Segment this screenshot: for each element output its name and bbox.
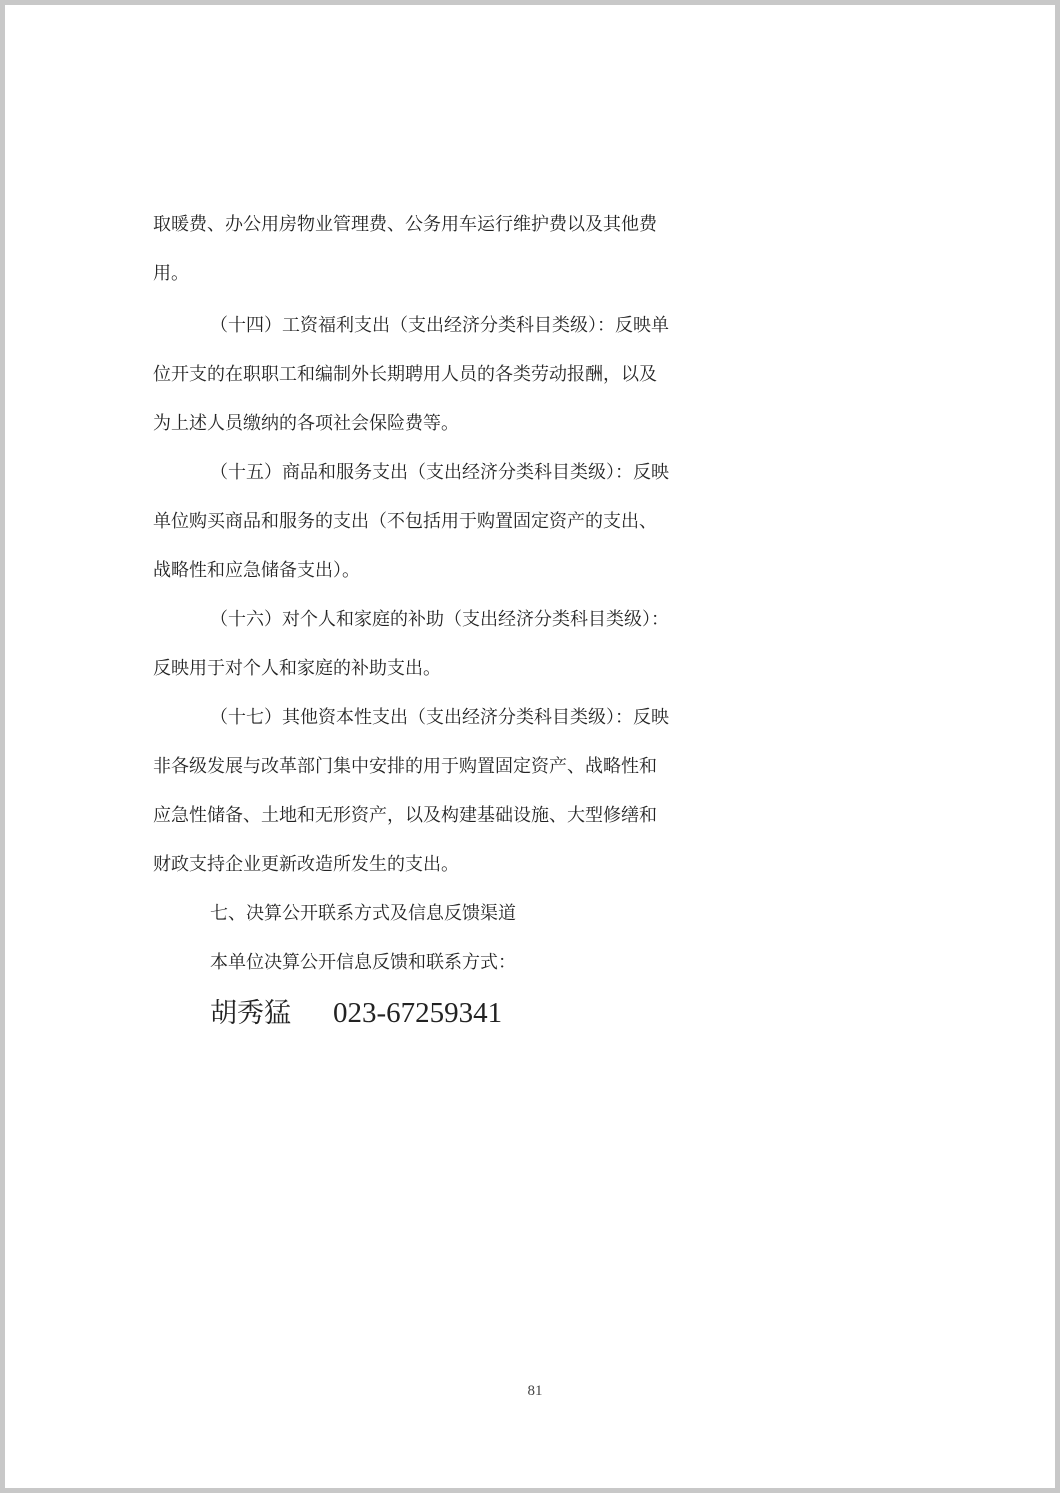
section-15-heading-line: （十五）商品和服务支出（支出经济分类科目类级）：反映 (210, 462, 669, 483)
contact-name: 胡秀猛 (210, 998, 291, 1029)
section-15-line-3: 战略性和应急储备支出）。 (153, 560, 360, 581)
section-15-line-2: 单位购买商品和服务的支出（不包括用于购置固定资产的支出、 (153, 511, 657, 532)
paragraph-line-2: 用。 (153, 263, 189, 284)
section-17-line-4: 财政支持企业更新改造所发生的支出。 (153, 854, 459, 875)
section-16-line-2: 反映用于对个人和家庭的补助支出。 (153, 658, 441, 679)
section-14-line-2: 位开支的在职职工和编制外长期聘用人员的各类劳动报酬，以及 (153, 364, 657, 385)
paragraph-line-1: 取暖费、办公用房物业管理费、公务用车运行维护费以及其他费 (153, 214, 657, 235)
page-number: 81 (527, 1383, 543, 1399)
section-14-line-3: 为上述人员缴纳的各项社会保险费等。 (153, 413, 459, 434)
section-17-line-3: 应急性储备、土地和无形资产，以及构建基础设施、大型修缮和 (153, 805, 657, 826)
contact-phone: 023-67259341 (333, 997, 503, 1029)
contact-line (210, 988, 502, 1038)
section-7-heading: 七、决算公开联系方式及信息反馈渠道 (210, 903, 516, 924)
section-16-heading-line: （十六）对个人和家庭的补助（支出经济分类科目类级）： (210, 609, 669, 630)
section-14-heading-line: （十四）工资福利支出（支出经济分类科目类级）：反映单 (210, 315, 669, 336)
contact-intro: 本单位决算公开信息反馈和联系方式： (210, 952, 516, 973)
section-17-heading-line: （十七）其他资本性支出（支出经济分类科目类级）：反映 (210, 707, 669, 728)
section-17-line-2: 非各级发展与改革部门集中安排的用于购置固定资产、战略性和 (153, 756, 657, 777)
